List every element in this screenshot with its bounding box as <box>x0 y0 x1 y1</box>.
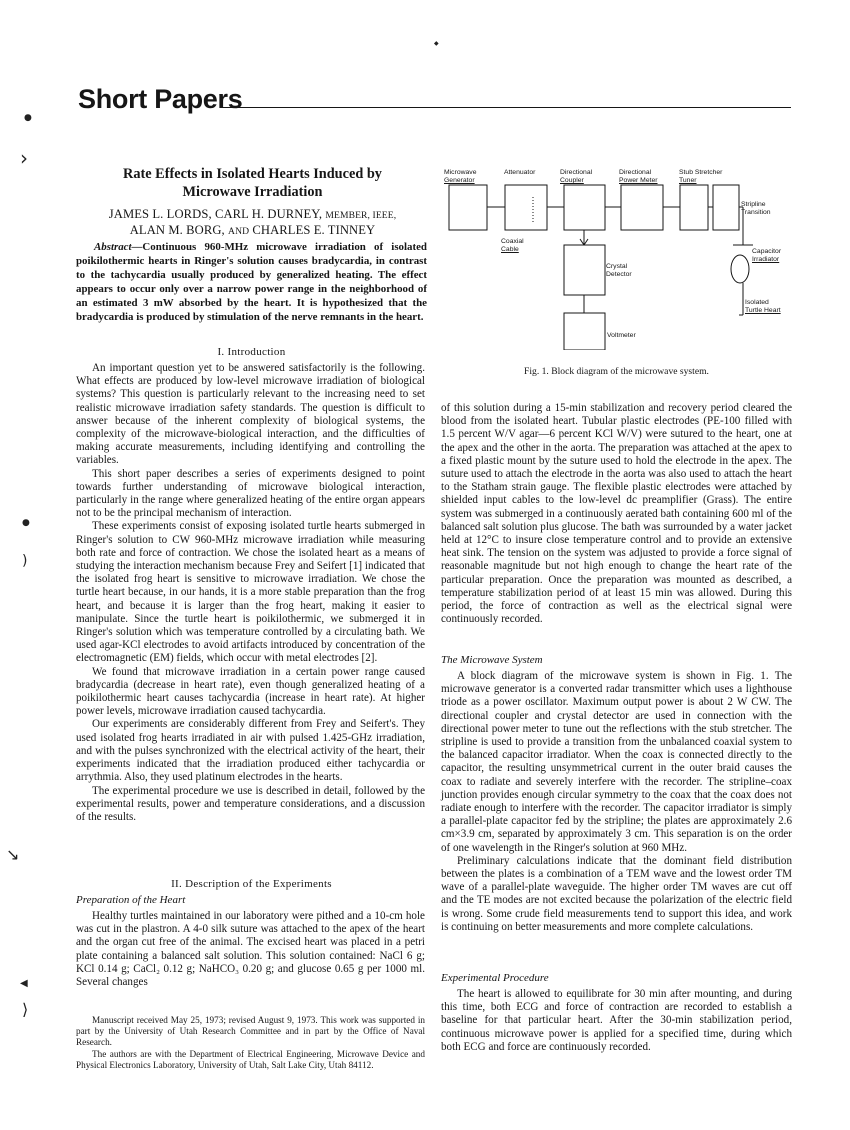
body-paragraph: The experimental procedure we use is described in detail, followed by the experimental results, power and temperature considerations, and a discussion of the results. <box>76 784 425 823</box>
label-line: Capacitor <box>752 248 782 255</box>
microwave-system-body <box>441 670 792 934</box>
label-line: Tuner <box>679 177 697 184</box>
block-diagram-drawing <box>443 165 793 350</box>
label-coupler <box>560 169 592 185</box>
preparation-body <box>76 910 425 989</box>
label-heart <box>745 299 781 315</box>
body-paragraph: These experiments consist of exposing isolated turtle hearts submerged in Ringer's solution to CW 960-MHz microwave irradiation while measuring both rate and force of contraction. We chose the isolated heart as a means of studying the interaction mechanism because Frey and Seifert [1] indicated that the isolated frog heart is sensitive to microwave irradiation. We chose the turtle heart because, in our hands, it is a more stable preparation than the frog heart, and because it is larger than the frog heart, making it easier to manipulate. Since the turtle heart is poikilothermic, we submerged it in Ringer's solution which was temperature controlled by a circulating bath. We used agar-KCl electrodes to avoid artifacts introduced by concentration of the electromagnetic (EM) fields, which occur with metal electrodes [2]. <box>76 520 425 665</box>
subheading-preparation: Preparation of the Heart <box>76 894 186 906</box>
scan-mark: ↘ <box>6 845 20 864</box>
generator-block <box>449 185 487 230</box>
label-voltmeter: Voltmeter <box>607 332 636 339</box>
scan-mark: ◆ <box>434 40 439 47</box>
label-line: Generator <box>444 177 475 184</box>
author-names: ALAN M. BORG, <box>129 223 225 237</box>
label-line: Microwave <box>444 169 477 176</box>
body-paragraph: We found that microwave irradiation in a certain power range caused bradycardia (decrease in heart rate), even though generalized heating of a poikilothermic heart causes tachycardia (increase in heart rate). At higher power levels, microwave irradiation caused tachycardia. <box>76 665 425 718</box>
body-paragraph: This short paper describes a series of experiments designed to point towards further understanding of microwave biological interaction, particularly in the range where generalized heating of the entire organ appears not to be the principal mechanism of interaction. <box>76 467 425 520</box>
procedure-body <box>441 988 792 1054</box>
label-line: Stub Stretcher <box>679 169 723 176</box>
label-line: Cable <box>501 246 519 253</box>
scan-mark: ◀ <box>20 978 28 989</box>
section-heading-description: II. Description of the Experiments <box>171 878 332 890</box>
label-line: Coaxial <box>501 238 524 245</box>
scan-mark: ● <box>22 518 30 528</box>
member-affiliation: MEMBER, IEEE, <box>325 210 397 221</box>
author-names: CHARLES E. TINNEY <box>252 223 376 237</box>
footnote-affiliation: The authors are with the Department of Electrical Engineering, Microwave Device and Physical Electronics Laboratory, University of Utah, Salt Lake City, Utah 84112. <box>76 1048 425 1070</box>
author-list <box>76 207 429 239</box>
abstract-lead: Abstract <box>94 241 132 253</box>
preparation-continued <box>441 402 792 626</box>
label-line: Irradiator <box>752 256 780 263</box>
body-paragraph: Healthy turtles maintained in our laboratory were pithed and a 10-cm hole was cut in the plastron. A 4-0 silk suture was attached to the apex of the heart and the organ cut free of the animal. The excised heart was placed in a petri plate containing a balanced salt solution. This solution contained: NaCl 6 g; KCl 0.14 g; CaCl₂ 0.12 g; NaHCO₃ 0.20 g; and glucose 0.65 g per 1000 ml. Several changes <box>76 910 425 989</box>
label-crystal <box>606 263 632 279</box>
label-generator <box>444 169 476 185</box>
footnote <box>76 1015 425 1071</box>
label-line: Turtle Heart <box>745 307 781 314</box>
body-paragraph: Preliminary calculations indicate that the dominant field distribution between the plates is a combination of a TEM wave and the lowest order TM wave of a parallel-plate waveguide. The higher order TM waves are cut off and the TE modes are not excited because the polarization of the electric field is wrong. Some crude field measurements tend to support this idea, and work is continuing on better measurements and more complete calculations. <box>441 854 792 933</box>
paper-title <box>76 165 429 201</box>
scan-mark: ) <box>22 553 28 569</box>
coupler-block <box>564 185 605 230</box>
section-title: Short Papers <box>78 84 243 114</box>
power-meter-block <box>621 185 663 230</box>
scan-mark: › <box>20 146 28 170</box>
body-paragraph: of this solution during a 15-min stabilization and recovery period cleared the blood from the isolated heart. Tubular plastic electrodes (PE-100 filled with 1.5 percent W/V agar—6 percent KCl W/V) were sutured to the heart, one at the apex and the other in the aorta. The preparation was attached at the apex to a fixed plastic mount by the suture used to hold the electrode in the apex. The suture used to attach the electrode in the aorta was also used to attach the heart to the Statham strain gauge. The flexible plastic electrodes were attached by shielded input cables to the low-level dc preamplifier (Grass). The entire system was submerged in a continuously aerated bath containing 600 ml of the balanced salt solution plus glucose. The bath was surrounded by a water jacket held at 12°C to insure close temperature control and to provide an extensive heat sink. The tension on the system was adjusted to provide a force signal of reasonable magnitude but not high enough to change the heart rate of the particular preparation. Once the preparation was mounted as described, a temperature stabilization period of at least 15 min was allowed. During this period, the force of contraction as well as the electrical signal were continuously recorded. <box>441 402 792 626</box>
abstract <box>76 240 427 324</box>
irradiator-circle <box>731 255 749 283</box>
footnote-manuscript: Manuscript received May 25, 1973; revised August 9, 1973. This work was supported in part by the University of Utah Research Committee and in part by the Office of Naval Research. <box>76 1015 425 1048</box>
voltmeter-block <box>564 313 605 350</box>
section-heading-introduction: I. Introduction <box>217 346 286 358</box>
abstract-text: —Continuous 960-MHz microwave irradiation of isolated poikilothermic hearts in Ringer's solution causes bradycardia, in contrast to the tachycardia usually produced by generalized heating. The effect appears to occur only over a narrow power range in the neighborhood of an estimated 3 mW absorbed by the heart. It is hypothesized that the bradycardia is produced by stimulation of the nerve remnants in the heart. <box>76 241 427 323</box>
subheading-microwave-system: The Microwave System <box>441 654 543 666</box>
stripline-block <box>713 185 739 230</box>
author-conjunction: AND <box>228 226 250 237</box>
label-line: Coupler <box>560 177 584 184</box>
label-coax <box>501 238 524 254</box>
label-capacitor <box>752 248 781 264</box>
label-stripline <box>741 201 771 217</box>
body-paragraph: An important question yet to be answered satisfactorily is the following. What effects are produced by low-level microwave irradiation of biological systems? This question is particularly relevant to the increasing need to set realistic microwave irradiation safety standards. The question is difficult to answer because of the inherent complexity of biological systems, the complexity of the microwave-biological interaction, and the difficulties of making accurate measurements, including identifying and controlling the variables. <box>76 362 425 467</box>
body-paragraph: The heart is allowed to equilibrate for 30 min after mounting, and during this time, both ECG and force of contraction are recorded to establish a baseline for that particular heart. After the 30-min stabilization period, continuous microwave power is applied for a specified time, during which both ECG and force are continuously recorded. <box>441 988 792 1053</box>
scan-mark: ● <box>24 113 32 123</box>
section-rule <box>222 107 791 108</box>
body-paragraph: A block diagram of the microwave system is shown in Fig. 1. The microwave generator is a converted radar transmitter which uses a lighthouse triode as a power oscillator. Maximum output power is about 2 W CW. The directional coupler and crystal detector are used in connection with the directional power meter to tune out the reflections with the stub stretcher. The stripline is used to provide a transition from the unbalanced coaxial system to the balanced capacitor irradiator. When the coax is connected directly to the capacitor, the resulting unsymmetrical current in the outer braid causes the coax to radiate and severely interfere with the recorder. The stripline–coax junction provides enough circular symmetry to the coax that the coax does not radiate enough to interfere with the recorder. The capacitor irradiator is simply a parallel-plate capacitor fed by the stripline; the plates are approximately 2.6 cm×3.9 cm, separated by approximately 3 cm. This separation is on the order of one wavelength in the Ringer's solution at 960 MHz. <box>441 670 792 854</box>
subheading-procedure: Experimental Procedure <box>441 972 549 984</box>
label-line: Power Meter <box>619 177 658 184</box>
label-line: Detector <box>606 271 632 278</box>
author-names: JAMES L. LORDS, CARL H. DURNEY, <box>108 207 323 221</box>
label-line: Transition <box>741 209 771 216</box>
label-line: Crystal <box>606 263 628 270</box>
label-tuner <box>679 169 722 185</box>
figure-block-diagram <box>443 165 793 350</box>
label-attenuator: Attenuator <box>504 169 536 176</box>
label-line: Stripline <box>741 201 766 208</box>
figure-caption: Fig. 1. Block diagram of the microwave system. <box>524 366 709 377</box>
paper-title-line: Microwave Irradiation <box>182 184 323 200</box>
tuner-block <box>680 185 708 230</box>
attenuator-block <box>505 185 547 230</box>
crystal-detector-block <box>564 245 605 295</box>
label-line: Directional <box>619 169 652 176</box>
label-line: Isolated <box>745 299 769 306</box>
scan-mark: ⟩ <box>22 1000 29 1019</box>
body-paragraph: Our experiments are considerably different from Frey and Seifert's. They used isolated frog hearts irradiated in air with pulsed 1.425-GHz irradiation, and with the pulses synchronized with the electrical activity of the heart, their experiments indicated that the irradiation produced either tachycardia or arrythmia. Also, they used platinum electrodes in the hearts. <box>76 718 425 784</box>
paper-title-line: Rate Effects in Isolated Hearts Induced by <box>123 166 382 182</box>
introduction-body <box>76 362 425 824</box>
label-power-meter <box>619 169 658 185</box>
label-line: Directional <box>560 169 593 176</box>
